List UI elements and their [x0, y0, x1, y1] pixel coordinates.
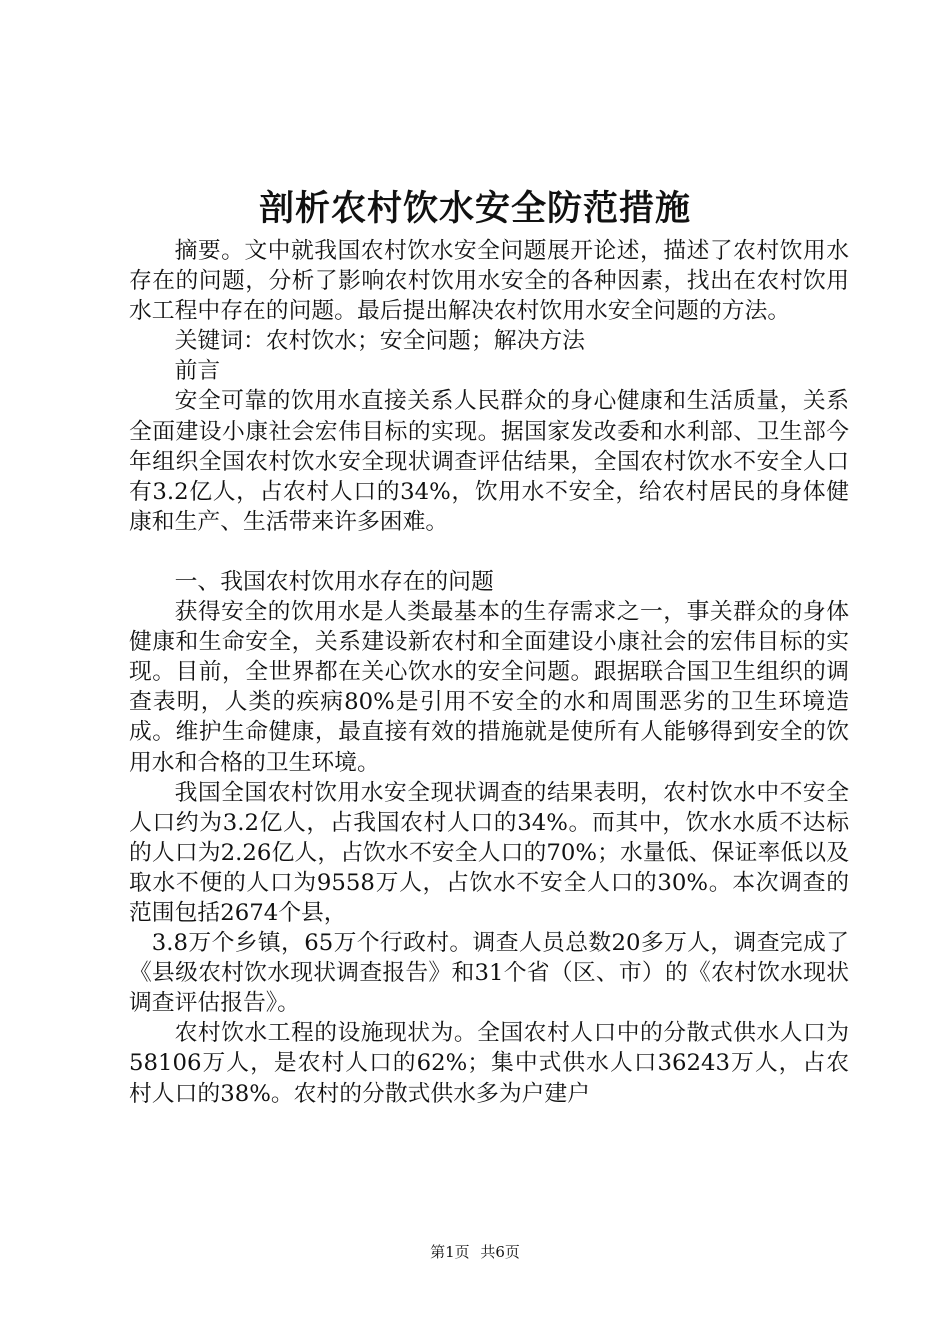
keywords-paragraph: 关键词：农村饮水；安全问题；解决方法	[174, 328, 585, 355]
document-title: 剖析农村饮水安全防范措施	[258, 189, 691, 229]
abstract-paragraph: 摘要。文中就我国农村饮水安全问题展开论述，描述了农村饮用水存在的问题，分析了影响农村饮用水安全的各种因素，找出在农村饮用水工程中存在的问题。最后提出解决农村饮用水安全问题的方法。	[129, 238, 849, 325]
paragraph-spacer	[129, 537, 849, 567]
section-heading-1: 一、我国农村饮用水存在的问题	[174, 568, 494, 595]
preface-paragraph: 安全可靠的饮用水直接关系人民群众的身心健康和生活质量，关系全面建设小康社会宏伟目标的实现。据国家发改委和水利部、卫生部今年组织全国农村饮水安全现状调查评估结果，全国农村饮水不安全人口有3.2亿人，占农村人口的34%，饮用水不安全，给农村居民的身体健康和生产、生活带来许多困难。	[129, 388, 849, 535]
body-paragraph: 农村饮水工程的设施现状为。全国农村人口中的分散式供水人口为58106万人，是农村人口的62%；集中式供水人口36243万人，占农村人口的38%。农村的分散式供水多为户建户	[129, 1020, 849, 1107]
document-body	[129, 236, 849, 1109]
page-number: 第1页	[430, 1243, 470, 1261]
body-paragraph: 3.8万个乡镇，65万个行政村。调查人员总数20多万人，调查完成了《县级农村饮水现状调查报告》和31个省（区、市）的《农村饮水现状调查评估报告》。	[129, 930, 849, 1017]
preface-heading: 前言	[174, 358, 221, 385]
page-total: 共6页	[480, 1243, 520, 1261]
body-paragraph: 获得安全的饮用水是人类最基本的生存需求之一，事关群众的身体健康和生命安全，关系建设新农村和全面建设小康社会的宏伟目标的实现。目前，全世界都在关心饮水的安全问题。跟据联合国卫生组织的调查表明，人类的疾病80%是引用不安全的水和周围恶劣的卫生环境造成。维护生命健康，最直接有效的措施就是使所有人能够得到安全的饮用水和合格的卫生环境。	[129, 599, 849, 776]
page-footer	[0, 1242, 950, 1262]
body-paragraph: 我国全国农村饮用水安全现状调查的结果表明，农村饮水中不安全人口约为3.2亿人，占我国农村人口的34%。而其中，饮水水质不达标的人口为2.26亿人，占饮水不安全人口的70%；水量低、保证率低以及取水不便的人口为9558万人，占饮水不安全人口的30%。本次调查的范围包括2674个县，	[129, 779, 849, 926]
